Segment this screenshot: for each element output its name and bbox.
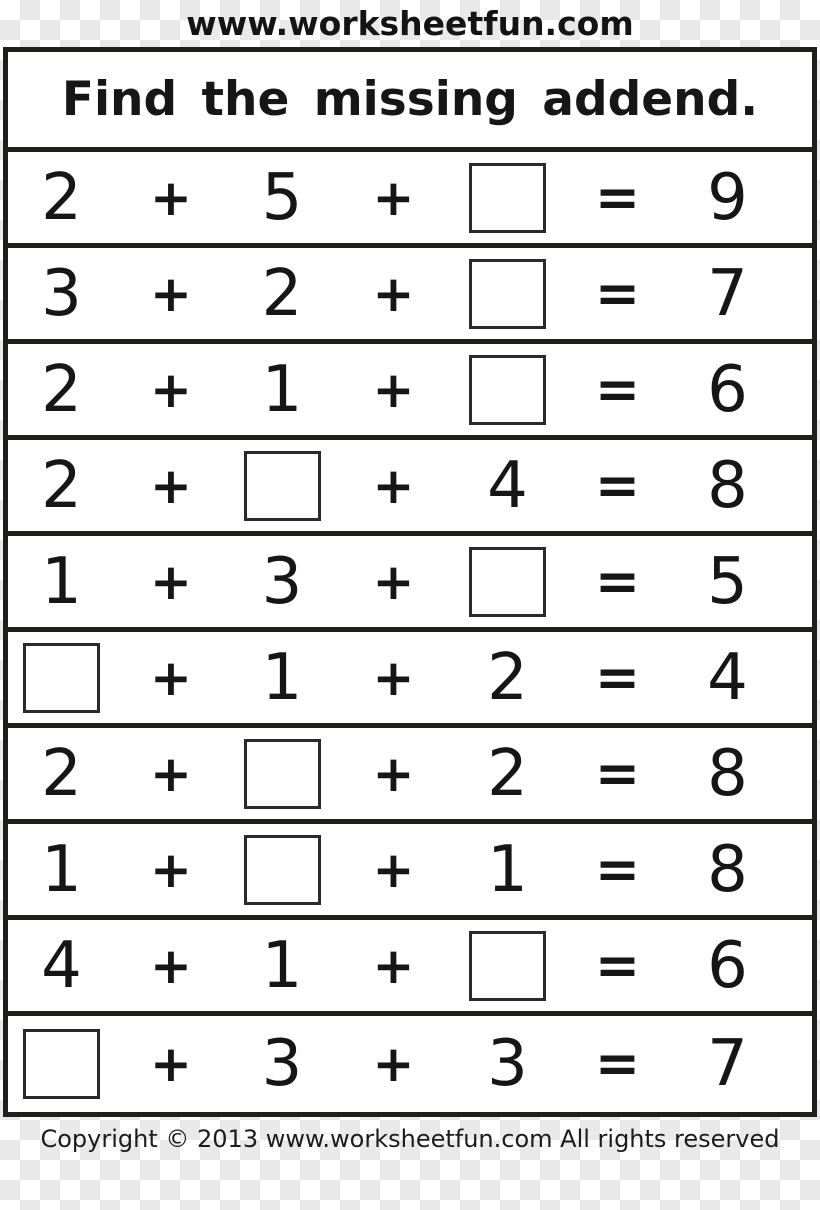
addend-1: 3 bbox=[41, 256, 82, 331]
addend-2: 2 bbox=[261, 256, 303, 331]
missing-addend-box[interactable] bbox=[469, 163, 546, 233]
site-url-header: www.worksheetfun.com bbox=[186, 4, 634, 43]
addend-2: 5 bbox=[261, 160, 303, 235]
sum-value: 9 bbox=[707, 160, 748, 235]
addend-1: 2 bbox=[41, 160, 82, 235]
addend-3: 1 bbox=[487, 832, 528, 907]
missing-addend-box[interactable] bbox=[23, 643, 100, 713]
plus-operator: + bbox=[150, 840, 192, 899]
sum-value: 8 bbox=[707, 832, 748, 907]
addend-1: 2 bbox=[41, 352, 82, 427]
plus-operator: + bbox=[150, 360, 192, 419]
plus-operator: + bbox=[150, 648, 192, 707]
plus-operator: + bbox=[150, 552, 192, 611]
addend-2: 3 bbox=[261, 544, 303, 619]
addend-3 bbox=[450, 355, 565, 425]
plus-operator: + bbox=[150, 744, 192, 803]
equals-operator: = bbox=[594, 165, 641, 229]
addend-1: 2 bbox=[41, 736, 82, 811]
addend-2 bbox=[227, 739, 337, 809]
addend-1: 4 bbox=[41, 928, 82, 1003]
addend-3: 2 bbox=[487, 640, 528, 715]
sum-value: 4 bbox=[707, 640, 748, 715]
plus-operator: + bbox=[372, 168, 415, 227]
addend-3: 3 bbox=[487, 1027, 528, 1101]
sum-value: 7 bbox=[707, 256, 748, 331]
copyright-footer: Copyright © 2013 www.worksheetfun.com All rights reserved bbox=[40, 1124, 780, 1153]
missing-addend-box[interactable] bbox=[244, 739, 321, 809]
addend-2: 1 bbox=[261, 928, 303, 1003]
addend-2 bbox=[227, 835, 337, 905]
problems-list bbox=[8, 152, 812, 1112]
equals-operator: = bbox=[594, 453, 641, 517]
equals-operator: = bbox=[594, 1032, 641, 1095]
problem-row bbox=[8, 632, 812, 728]
worksheet-frame bbox=[3, 47, 817, 1117]
plus-operator: + bbox=[150, 456, 192, 515]
addend-2: 3 bbox=[261, 1027, 303, 1101]
plus-operator: + bbox=[372, 936, 415, 995]
missing-addend-box[interactable] bbox=[469, 547, 546, 617]
equals-operator: = bbox=[594, 357, 641, 421]
plus-operator: + bbox=[372, 1035, 415, 1093]
problem-row bbox=[8, 728, 812, 824]
equals-operator: = bbox=[594, 261, 641, 325]
plus-operator: + bbox=[150, 264, 192, 323]
missing-addend-box[interactable] bbox=[244, 451, 321, 521]
problem-row bbox=[8, 536, 812, 632]
sum-value: 6 bbox=[707, 352, 748, 427]
addend-3 bbox=[450, 547, 565, 617]
plus-operator: + bbox=[150, 936, 192, 995]
equals-operator: = bbox=[594, 645, 641, 709]
plus-operator: + bbox=[372, 264, 415, 323]
sum-value: 5 bbox=[707, 544, 748, 619]
problem-row bbox=[8, 152, 812, 248]
problem-row bbox=[8, 248, 812, 344]
problem-row bbox=[8, 824, 812, 920]
missing-addend-box[interactable] bbox=[244, 835, 321, 905]
equals-operator: = bbox=[594, 741, 641, 805]
missing-addend-box[interactable] bbox=[469, 259, 546, 329]
addend-1 bbox=[8, 643, 115, 713]
problem-row bbox=[8, 344, 812, 440]
sum-value: 8 bbox=[707, 736, 748, 811]
addend-1: 1 bbox=[41, 832, 82, 907]
addend-2: 1 bbox=[261, 352, 303, 427]
plus-operator: + bbox=[372, 456, 415, 515]
addend-3 bbox=[450, 259, 565, 329]
missing-addend-box[interactable] bbox=[469, 931, 546, 1001]
plus-operator: + bbox=[372, 552, 415, 611]
sum-value: 8 bbox=[707, 448, 748, 523]
addend-3: 2 bbox=[487, 736, 528, 811]
missing-addend-box[interactable] bbox=[23, 1029, 100, 1099]
addend-2: 1 bbox=[261, 640, 303, 715]
addend-3: 4 bbox=[487, 448, 528, 523]
equals-operator: = bbox=[594, 837, 641, 901]
missing-addend-box[interactable] bbox=[469, 355, 546, 425]
plus-operator: + bbox=[150, 1035, 192, 1093]
worksheet-title: Find the missing addend. bbox=[8, 52, 812, 152]
addend-1: 2 bbox=[41, 448, 82, 523]
addend-1: 1 bbox=[41, 544, 82, 619]
plus-operator: + bbox=[372, 360, 415, 419]
addend-1 bbox=[8, 1029, 115, 1099]
problem-row bbox=[8, 920, 812, 1016]
addend-2 bbox=[227, 451, 337, 521]
problem-row bbox=[8, 1016, 812, 1112]
equals-operator: = bbox=[594, 549, 641, 613]
plus-operator: + bbox=[150, 168, 192, 227]
sum-value: 6 bbox=[707, 928, 748, 1003]
addend-3 bbox=[450, 931, 565, 1001]
plus-operator: + bbox=[372, 648, 415, 707]
problem-row bbox=[8, 440, 812, 536]
plus-operator: + bbox=[372, 744, 415, 803]
plus-operator: + bbox=[372, 840, 415, 899]
sum-value: 7 bbox=[707, 1027, 748, 1101]
equals-operator: = bbox=[594, 933, 641, 997]
addend-3 bbox=[450, 163, 565, 233]
